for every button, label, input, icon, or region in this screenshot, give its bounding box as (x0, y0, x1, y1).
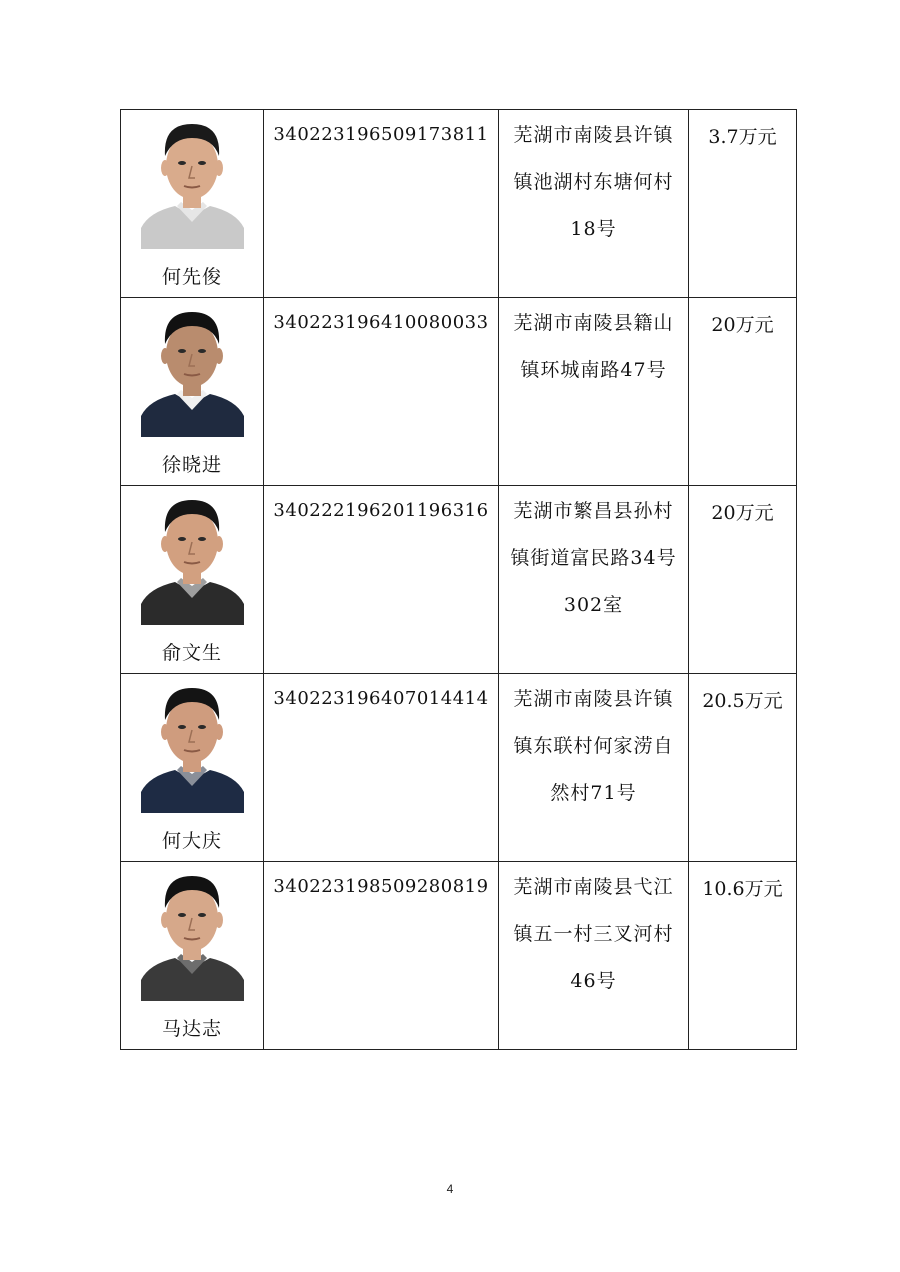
id-number-cell (264, 298, 499, 486)
id-number: 340223196407014414 (273, 688, 489, 709)
photo-cell (121, 486, 264, 674)
table-row (121, 110, 797, 298)
person-table (120, 109, 797, 1050)
photo-cell (121, 298, 264, 486)
person-name: 何先俊 (161, 266, 222, 288)
amount-cell (689, 298, 797, 486)
photo-cell (121, 110, 264, 298)
table-row (121, 486, 797, 674)
address-cell (499, 486, 689, 674)
table-row (121, 298, 797, 486)
address-cell (499, 110, 689, 298)
address-cell (499, 298, 689, 486)
address: 芜湖市南陵县许镇镇东联村何家涝自然村71号 (513, 688, 674, 804)
amount: 20.5万元 (702, 690, 783, 712)
address: 芜湖市南陵县许镇镇池湖村东塘何村18号 (513, 124, 674, 240)
address-cell (499, 674, 689, 862)
portrait-photo (141, 304, 244, 437)
id-number-cell (264, 110, 499, 298)
person-name: 徐晓进 (161, 454, 222, 476)
person-name: 俞文生 (161, 642, 222, 664)
person-name: 何大庆 (161, 830, 222, 852)
amount: 20万元 (711, 502, 774, 524)
address: 芜湖市繁昌县孙村镇街道富民路34号302室 (510, 500, 677, 616)
amount: 20万元 (711, 314, 774, 336)
amount: 10.6万元 (702, 878, 783, 900)
id-number: 340223198509280819 (273, 876, 489, 897)
amount-cell (689, 674, 797, 862)
id-number-cell (264, 486, 499, 674)
photo-cell (121, 862, 264, 1050)
portrait-photo (141, 116, 244, 249)
photo-cell (121, 674, 264, 862)
amount: 3.7万元 (708, 126, 777, 148)
portrait-photo (141, 492, 244, 625)
address: 芜湖市南陵县籍山镇环城南路47号 (513, 312, 674, 381)
id-number-cell (264, 862, 499, 1050)
id-number: 340222196201196316 (273, 500, 489, 521)
page-number: 4 (446, 1182, 454, 1196)
person-name: 马达志 (161, 1018, 222, 1040)
id-number: 340223196509173811 (273, 124, 489, 145)
address-cell (499, 862, 689, 1050)
portrait-photo (141, 680, 244, 813)
id-number-cell (264, 674, 499, 862)
table-row (121, 862, 797, 1050)
amount-cell (689, 110, 797, 298)
amount-cell (689, 486, 797, 674)
id-number: 340223196410080033 (273, 312, 489, 333)
amount-cell (689, 862, 797, 1050)
portrait-photo (141, 868, 244, 1001)
table-row (121, 674, 797, 862)
address: 芜湖市南陵县弋江镇五一村三叉河村46号 (513, 876, 674, 992)
